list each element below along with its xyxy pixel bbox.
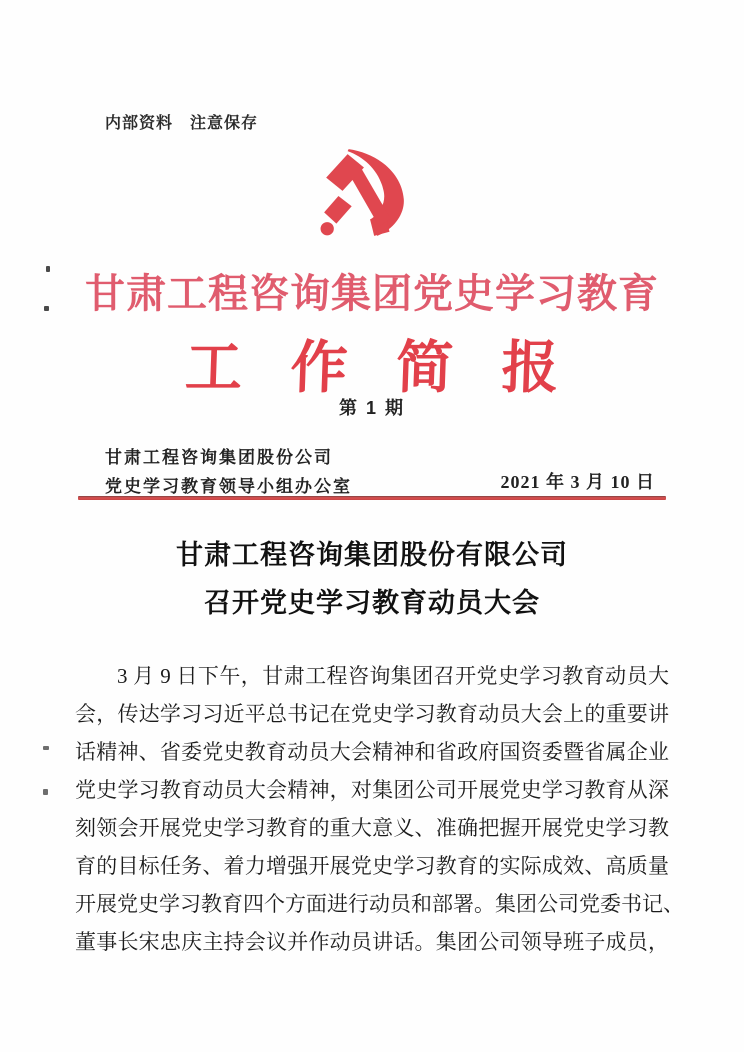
classification-label: 内部资料 注意保存	[105, 115, 259, 132]
issuer-block	[105, 443, 352, 501]
issue-number: 第 1 期	[338, 398, 405, 418]
masthead-separator-rule	[78, 496, 666, 500]
article-title	[0, 531, 744, 627]
article-body	[75, 657, 684, 961]
body-line: 3 月 9 日下午，甘肃工程咨询集团召开党史学习教育动员大	[117, 664, 669, 688]
body-line: 董事长宋忠庆主持会议并作动员讲话。集团公司领导班子成员，	[75, 930, 669, 954]
issuer-name-line-1: 甘肃工程咨询集团股份公司	[105, 448, 333, 467]
body-line: 话精神、省委党史教育动员大会精神和省政府国资委暨省属企业	[75, 740, 669, 764]
scan-artifact	[43, 746, 49, 750]
issue-date: 2021 年 3 月 10 日	[500, 472, 655, 492]
issuer-name-line-2: 党史学习教育领导小组办公室	[105, 477, 352, 496]
masthead-title: 甘肃工程咨询集团党史学习教育	[85, 271, 659, 316]
body-line: 育的目标任务、着力增强开展党史学习教育的实际成效、高质量	[75, 854, 669, 878]
cpc-hammer-sickle-icon	[318, 148, 414, 240]
body-line: 会，传达学习习近平总书记在党史学习教育动员大会上的重要讲	[75, 702, 669, 726]
body-line: 开展党史学习教育四个方面进行动员和部署。集团公司党委书记、	[75, 892, 684, 916]
bulletin-title: 工作简报	[184, 337, 609, 400]
scan-artifact	[43, 789, 48, 795]
article-title-line-2: 召开党史学习教育动员大会	[204, 588, 540, 618]
scan-artifact	[46, 266, 50, 272]
article-title-line-1: 甘肃工程咨询集团股份有限公司	[176, 540, 568, 570]
body-line: 刻领会开展党史学习教育的重大意义、准确把握开展党史学习教	[75, 816, 669, 840]
scan-artifact	[44, 306, 49, 311]
body-line: 党史学习教育动员大会精神，对集团公司开展党史学习教育从深	[75, 778, 669, 802]
